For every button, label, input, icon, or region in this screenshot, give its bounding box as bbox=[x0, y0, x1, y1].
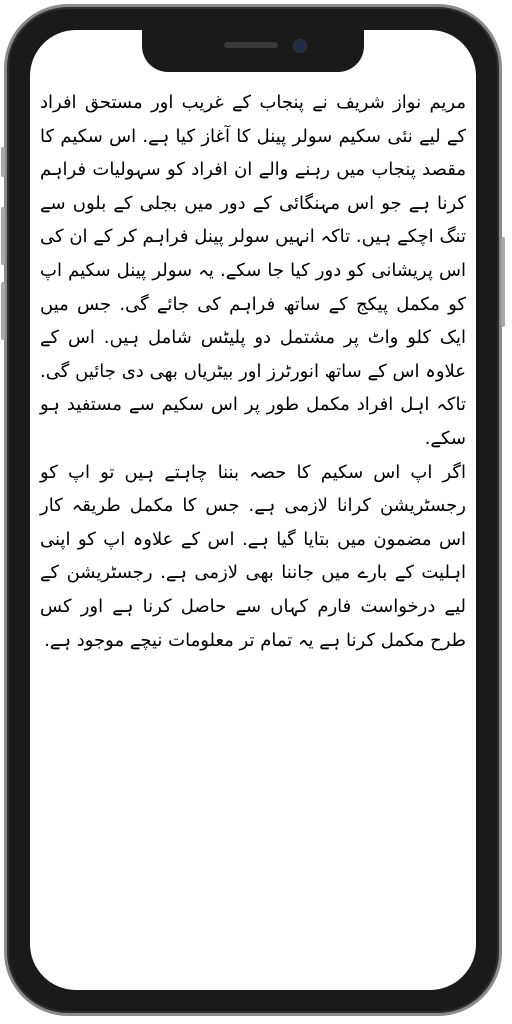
phone-frame bbox=[4, 4, 502, 1016]
article-body bbox=[40, 86, 466, 657]
article-paragraph-2: اگر اپ اس سکیم کا حصہ بننا چاہتے ہیں تو اپ کو رجسٹریشن کرانا لازمی ہے. جس کا مکمل طریقہ کار اس مضمون میں بتایا گیا ہے. اس کے علاوہ اپ کو اپنی اہلیت کے بارے میں جاننا بھی لازمی ہے. رجسٹریشن کے لیے درخواست فارم کہاں سے حاصل کرنا ہے اور کس طرح مکمل کرنا ہے یہ تمام تر معلومات نیچے موجود ہے. bbox=[40, 461, 466, 651]
volume-down-button bbox=[1, 282, 5, 340]
mute-switch bbox=[1, 147, 5, 177]
article-paragraph-1: مریم نواز شریف نے پنجاب کے غریب اور مستحق افراد کے لیے نئی سکیم سولر پینل کا آغاز کیا ہے. اس سکیم کا مقصد پنجاب میں رہنے والے ان افراد کو سہولیات فراہم کرنا ہے جو اس مہنگائی کے دور میں بجلی کے بلوں سے تنگ اچکے ہیں. تاکہ انہیں سولر پینل فراہم کر کے ان کی اس پریشانی کو دور کیا جا سکے. یہ سولر پینل سکیم اپ کو مکمل پیکج کے ساتھ فراہم کی جائے گی. جس میں ایک کلو واٹ پر مشتمل دو پلیٹس شامل ہیں. اس کے علاوہ اس کے ساتھ انورٹرز اور بیٹریاں بھی دی جائیں گی. تاکہ اہل افراد مکمل طور پر اس سکیم سے مستفید ہو سکے. bbox=[40, 92, 466, 449]
power-button bbox=[501, 237, 505, 327]
speaker-grille bbox=[224, 42, 278, 48]
front-camera-icon bbox=[293, 39, 307, 53]
phone-screen bbox=[30, 30, 476, 990]
volume-up-button bbox=[1, 207, 5, 265]
notch bbox=[142, 30, 364, 72]
